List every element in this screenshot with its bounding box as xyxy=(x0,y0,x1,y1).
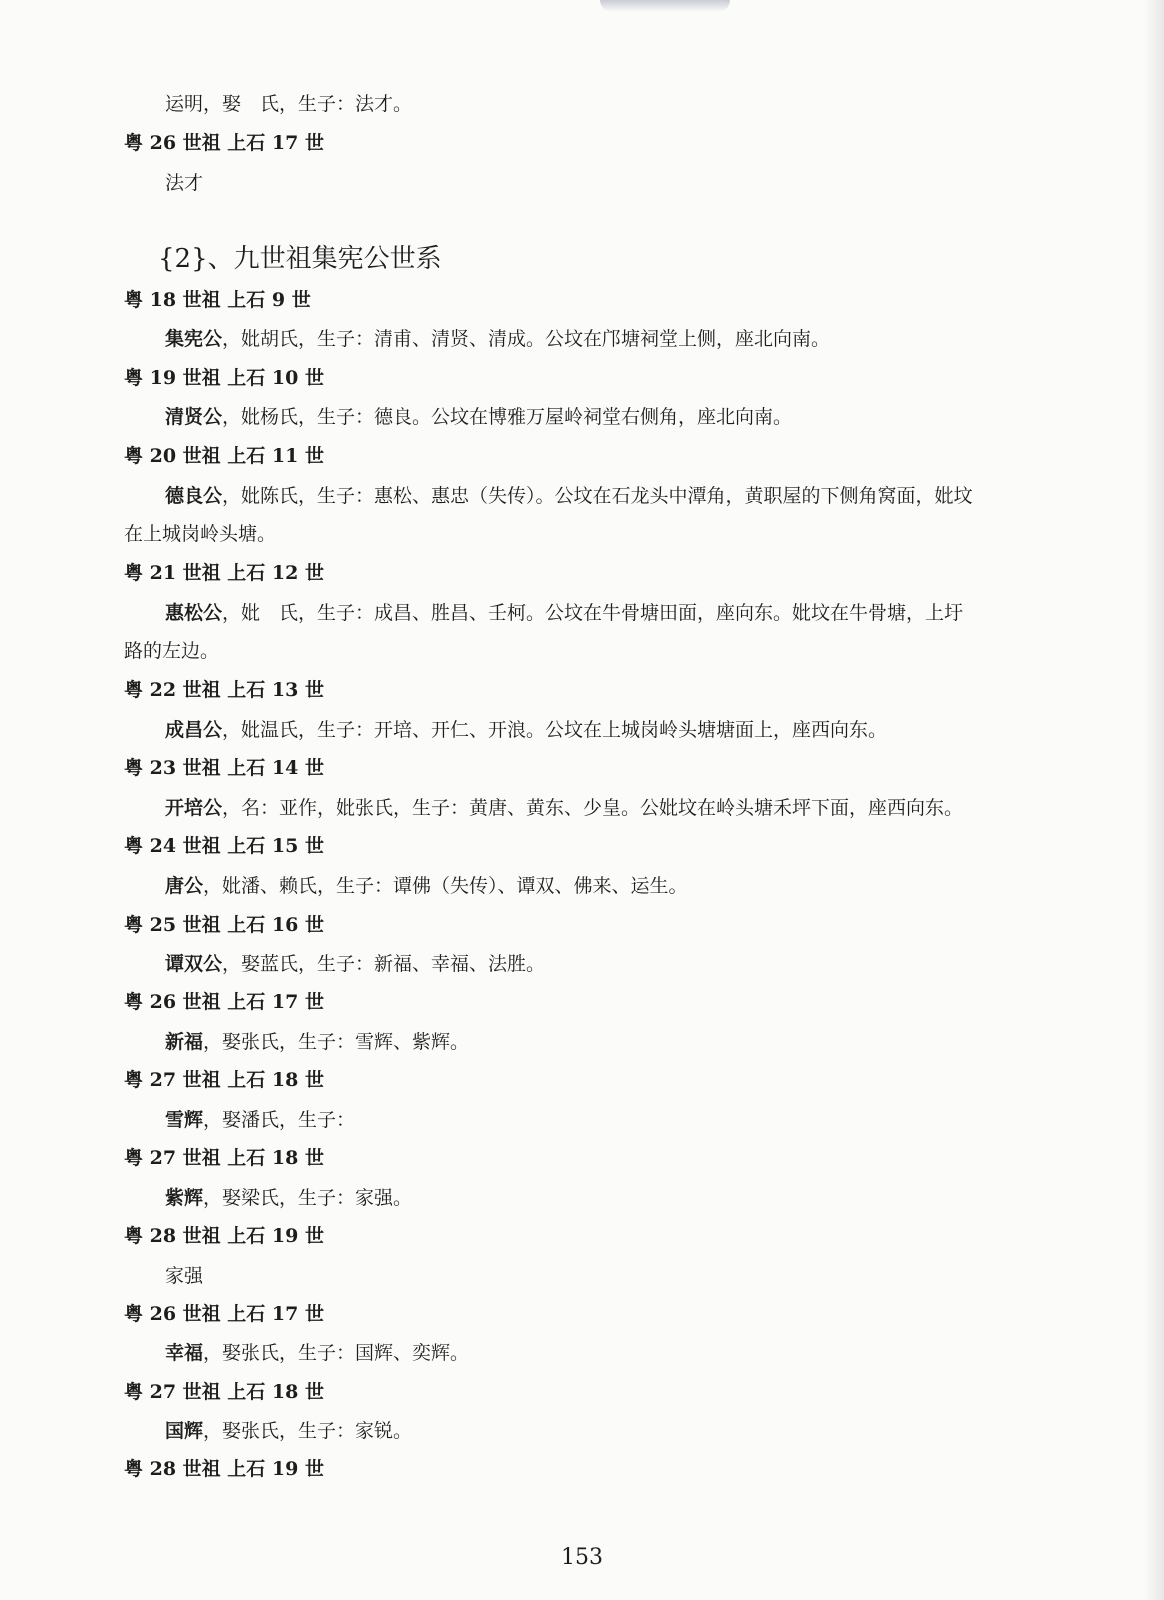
entry-text xyxy=(165,484,973,508)
entry-continuation: 在上城岗岭头塘。 xyxy=(124,523,277,545)
ancestor-name: 开培公 xyxy=(165,797,223,819)
entry-detail: ，娶蓝氏，生子：新福、幸福、法胜。 xyxy=(222,953,546,975)
entry-text xyxy=(165,1030,469,1054)
ancestor-name: 紫辉 xyxy=(165,1187,204,1209)
entry-text xyxy=(165,1419,412,1443)
ancestor-name: 谭双公 xyxy=(165,953,223,975)
entry-detail: ，娶潘氏，生子： xyxy=(203,1109,356,1131)
entry-text xyxy=(165,1341,469,1365)
ancestor-name: 德良公 xyxy=(165,485,223,507)
generation-heading: 粤 26 世祖 上石 17 世 xyxy=(124,1303,324,1325)
ancestor-name: 清贤公 xyxy=(165,406,223,428)
scan-shadow xyxy=(600,0,730,12)
generation-heading: 粤 21 世祖 上石 12 世 xyxy=(124,562,324,584)
ancestor-name: 惠松公 xyxy=(165,602,223,624)
ancestor-name: 幸福 xyxy=(165,1342,204,1364)
entry-text xyxy=(165,1186,412,1210)
generation-heading: 粤 28 世祖 上石 19 世 xyxy=(124,1458,324,1480)
generation-heading: 粤 22 世祖 上石 13 世 xyxy=(124,679,324,701)
generation-heading: 粤 18 世祖 上石 9 世 xyxy=(124,289,311,311)
entry-text xyxy=(165,601,963,625)
entry-detail: ，妣温氏，生子：开培、开仁、开浪。公坟在上城岗岭头塘塘面上，座西向东。 xyxy=(222,719,888,741)
entry-detail: ，娶张氏，生子：国辉、奕辉。 xyxy=(203,1342,470,1364)
section-title: {2}、九世祖集宪公世系 xyxy=(158,244,442,274)
entry-text xyxy=(165,796,963,820)
entry-detail: ，娶张氏，生子：雪辉、紫辉。 xyxy=(203,1031,470,1053)
entry-continuation: 路的左边。 xyxy=(124,640,220,662)
entry-text xyxy=(165,874,688,898)
ancestor-name: 国辉 xyxy=(165,1420,204,1442)
generation-heading: 粤 20 世祖 上石 11 世 xyxy=(124,445,324,467)
entry-detail: ，娶张氏，生子：家锐。 xyxy=(203,1420,413,1442)
ancestor-name: 家强 xyxy=(165,1265,204,1287)
entry-text xyxy=(165,1108,355,1132)
page-number: 153 xyxy=(561,1545,603,1570)
ancestor-name: 唐公 xyxy=(165,875,204,897)
entry-detail: ，名：亚作，妣张氏，生子：黄唐、黄东、少皇。公妣坟在岭头塘禾坪下面，座西向东。 xyxy=(222,797,964,819)
generation-heading: 粤 27 世祖 上石 18 世 xyxy=(124,1147,324,1169)
generation-heading: 粤 23 世祖 上石 14 世 xyxy=(124,757,324,779)
entry-detail: ，妣 氏，生子：成昌、胜昌、壬柯。公坟在牛骨塘田面，座向东。妣坟在牛骨塘，上圩 xyxy=(222,602,964,624)
entry-text: 运明，娶 氏，生子：法才。 xyxy=(165,93,413,115)
entry-detail: ，妣胡氏，生子：清甫、清贤、清成。公坟在邝塘祠堂上侧，座北向南。 xyxy=(222,328,831,350)
entry-text xyxy=(165,405,792,429)
scan-edge xyxy=(1144,0,1164,1600)
entry-text xyxy=(165,1264,203,1288)
generation-heading: 粤 24 世祖 上石 15 世 xyxy=(124,835,324,857)
entry-detail: ，娶梁氏，生子：家强。 xyxy=(203,1187,413,1209)
ancestor-name: 集宪公 xyxy=(165,328,223,350)
entry-text xyxy=(165,952,545,976)
entry-detail: ，妣杨氏，生子：德良。公坟在博雅万屋岭祠堂右侧角，座北向南。 xyxy=(222,406,793,428)
generation-heading: 粤 27 世祖 上石 18 世 xyxy=(124,1069,324,1091)
entry-detail: ，妣陈氏，生子：惠松、惠忠（失传）。公坟在石龙头中潭角，黄职屋的下侧角窝面，妣坟 xyxy=(222,485,973,507)
generation-heading: 粤 19 世祖 上石 10 世 xyxy=(124,367,324,389)
generation-heading: 粤 25 世祖 上石 16 世 xyxy=(124,914,324,936)
generation-heading: 粤 26 世祖 上石 17 世 xyxy=(124,991,324,1013)
ancestor-name: 雪辉 xyxy=(165,1109,204,1131)
ancestor-name: 成昌公 xyxy=(165,719,223,741)
entry-name: 法才 xyxy=(165,172,204,194)
entry-text xyxy=(165,718,887,742)
generation-heading: 粤 28 世祖 上石 19 世 xyxy=(124,1225,324,1247)
ancestor-name: 新福 xyxy=(165,1031,204,1053)
entry-detail: ，妣潘、赖氏，生子：谭佛（失传）、谭双、佛来、运生。 xyxy=(203,875,688,897)
entry-text xyxy=(165,327,830,351)
generation-heading: 粤 26 世祖 上石 17 世 xyxy=(124,132,324,154)
generation-heading: 粤 27 世祖 上石 18 世 xyxy=(124,1381,324,1403)
